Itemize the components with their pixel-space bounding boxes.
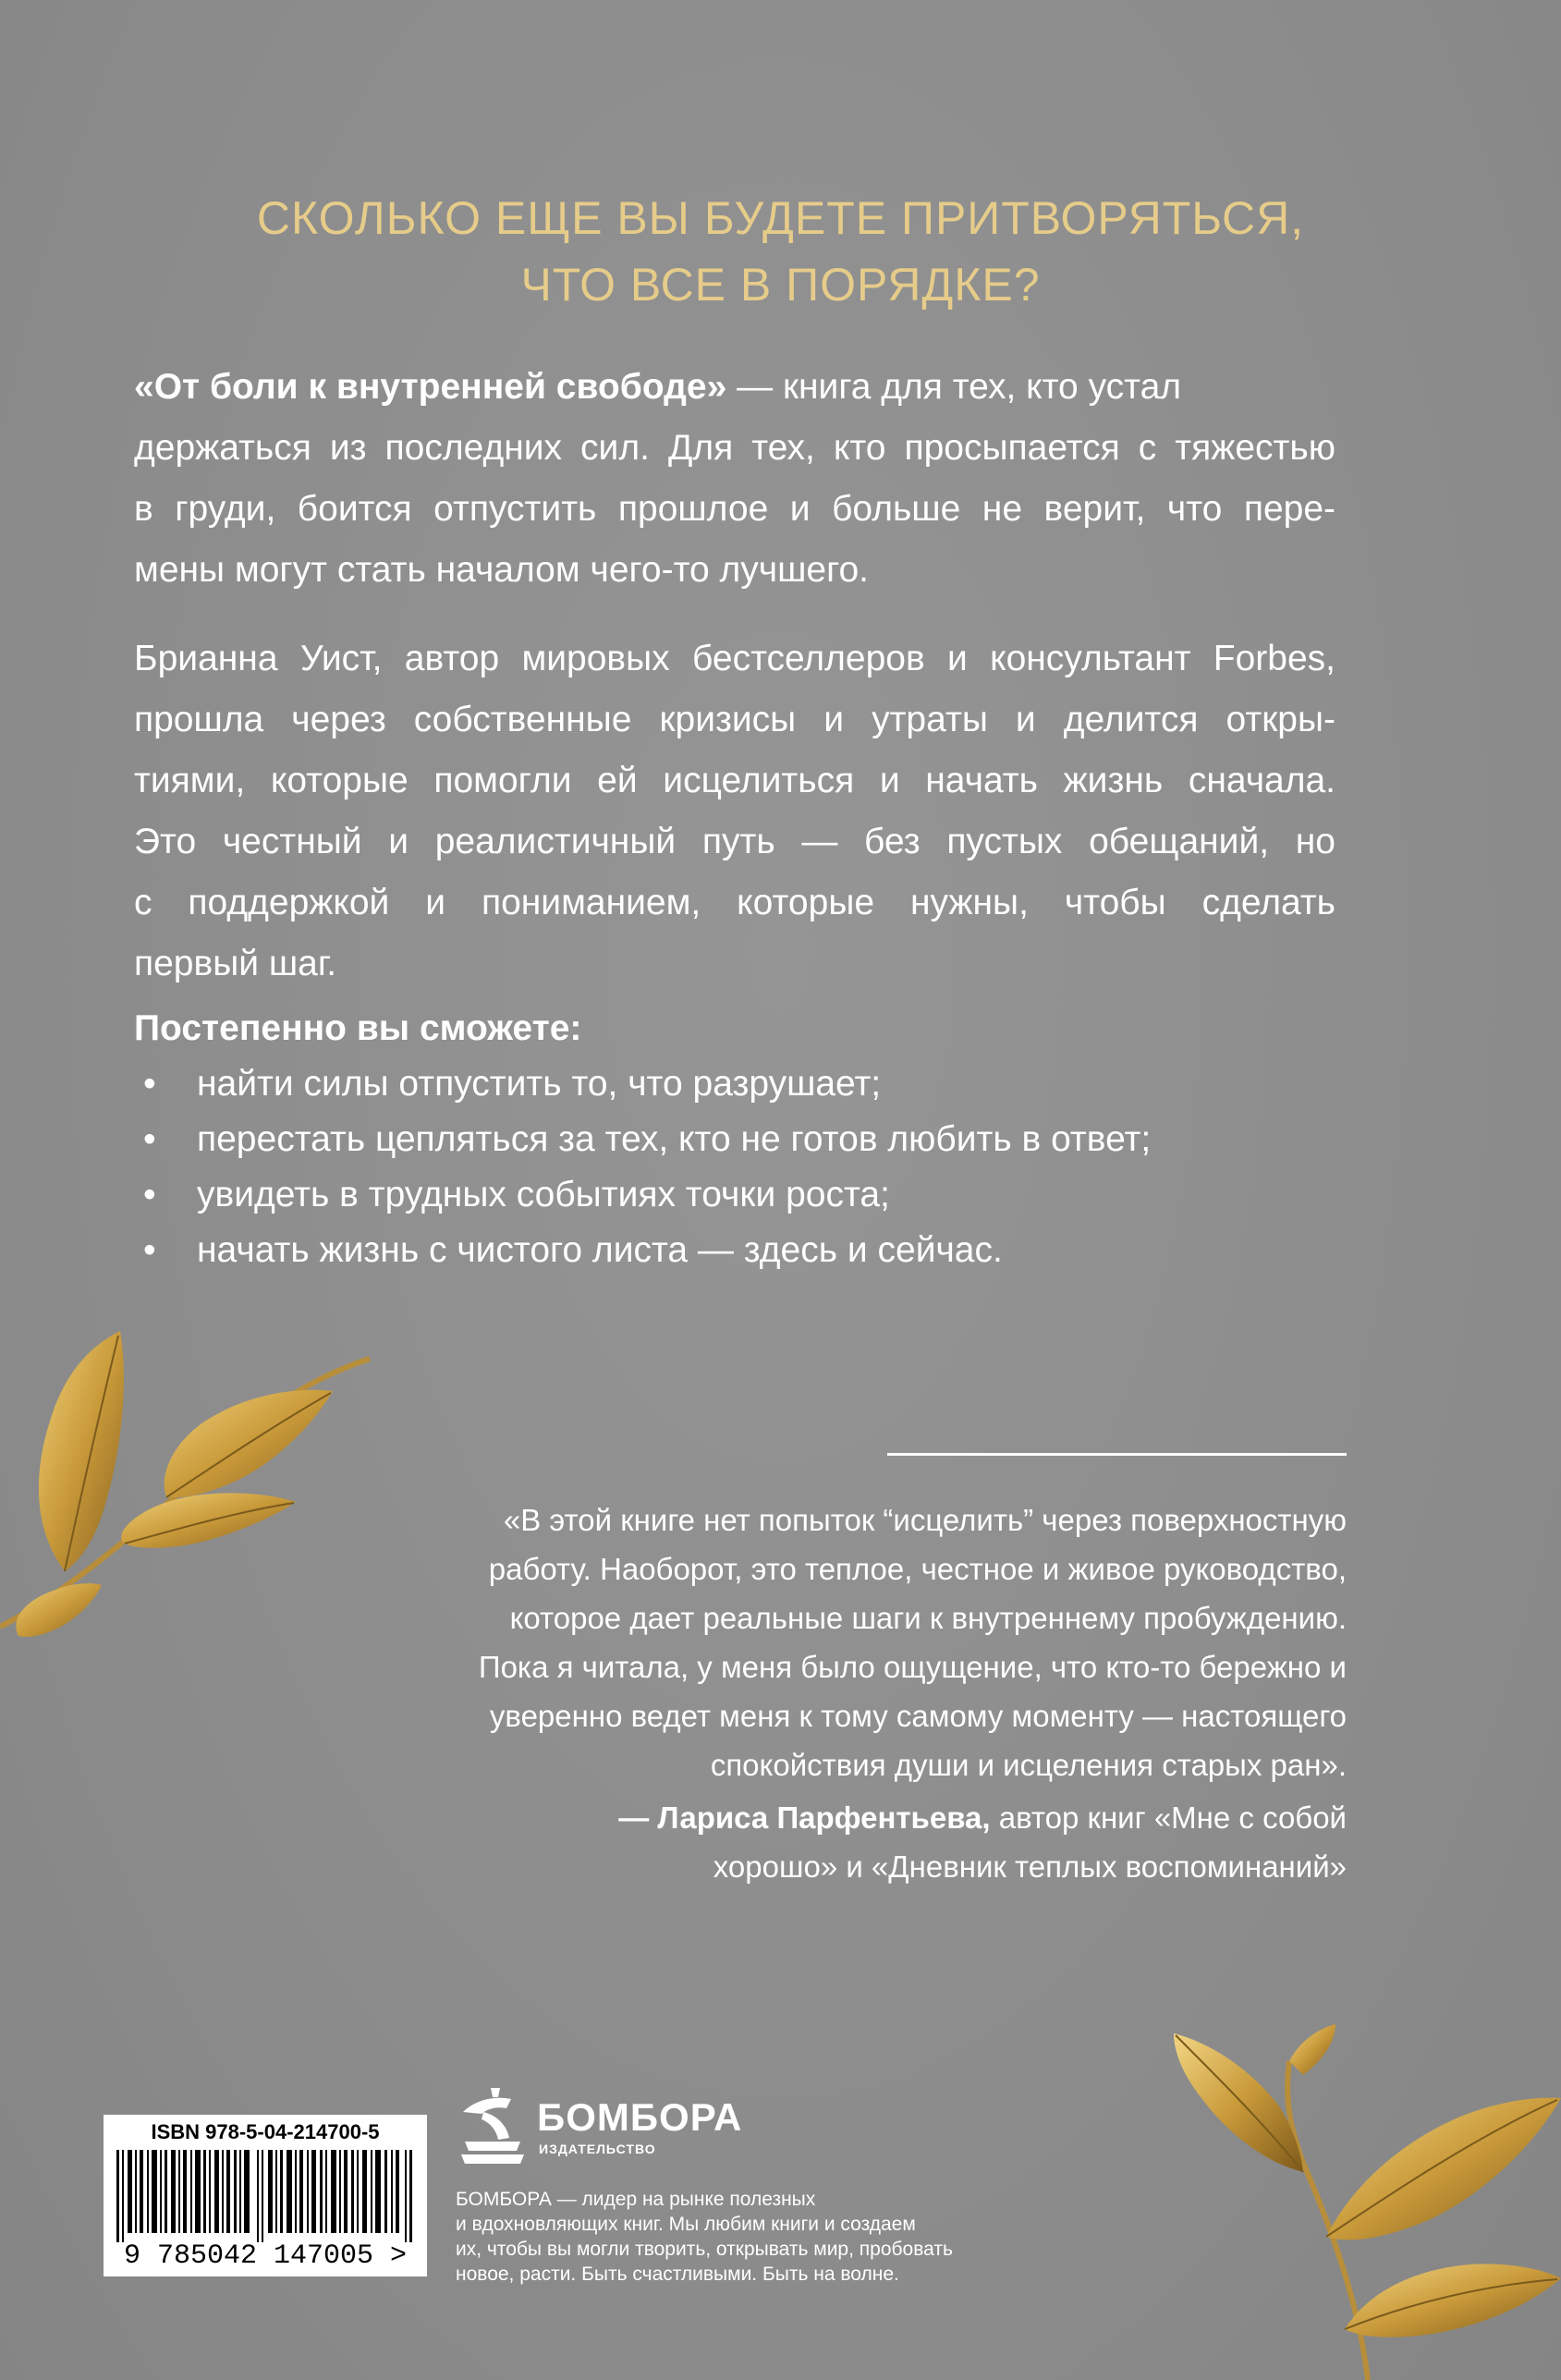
attribution-line-2: хорошо» и «Дневник теплых воспоминаний» xyxy=(713,1849,1347,1884)
author-paragraph xyxy=(134,629,1335,995)
headline-line-1: СКОЛЬКО ЕЩЕ ВЫ БУДЕТЕ ПРИТВОРЯТЬСЯ, xyxy=(256,192,1305,244)
quote-line-4: Пока я читала, у меня было ощущение, что кто-то бережно и xyxy=(478,1650,1347,1684)
intro-line-2: держаться из последних сил. Для тех, кто просыпается с тяжестью xyxy=(134,428,1335,468)
quote-line-2: работу. Наоборот, это теплое, честное и живое руководство, xyxy=(488,1552,1347,1586)
reviewer-name: — Лариса Парфентьева, xyxy=(618,1800,991,1835)
author-line-6: первый шаг. xyxy=(134,944,337,983)
bombora-logo-icon xyxy=(456,2084,530,2172)
review-quote xyxy=(388,1495,1347,1789)
publisher-logo xyxy=(456,2084,743,2177)
list-item xyxy=(143,1167,1151,1223)
list-item xyxy=(143,1056,1151,1112)
quote-attribution xyxy=(388,1793,1347,1891)
logo-wordmark: БОМБОРА xyxy=(537,2095,743,2139)
bullet-icon: • xyxy=(143,1230,156,1270)
attribution-line-1 xyxy=(388,1793,1347,1842)
list-item-text: начать жизнь с чистого листа — здесь и сейчас. xyxy=(197,1230,1003,1270)
list-item xyxy=(143,1112,1151,1167)
quote-line-1: «В этой книге нет попыток “исцелить” через поверхностную xyxy=(503,1503,1347,1537)
intro-line-3: в груди, боится отпустить прошлое и больше не верит, что пере- xyxy=(134,489,1335,529)
isbn-digits: 9 785042 147005 > xyxy=(123,2240,408,2272)
author-line-3: тиями, которые помогли ей исцелиться и начать жизнь сначала. xyxy=(134,761,1335,800)
publisher-line-2: и вдохновляющих книг. Мы любим книги и создаем xyxy=(456,2214,916,2235)
isbn-label: ISBN 978-5-04-214700-5 xyxy=(151,2120,380,2143)
logo-subtitle: ИЗДАТЕЛЬСТВО xyxy=(539,2142,656,2156)
benefits-title: Постепенно вы сможете: xyxy=(134,1008,582,1048)
divider xyxy=(887,1453,1347,1456)
intro-paragraph xyxy=(134,357,1335,601)
publisher-line-4: новое, расти. Быть счастливыми. Быть на волне. xyxy=(456,2264,899,2285)
intro-line-1-rest: — книга для тех, кто устал xyxy=(726,367,1182,407)
bullet-icon: • xyxy=(143,1064,156,1104)
list-item-text: перестать цепляться за тех, кто не готов любить в ответ; xyxy=(197,1119,1152,1159)
list-item-text: найти силы отпустить то, что разрушает; xyxy=(197,1064,882,1104)
bullet-icon: • xyxy=(143,1175,156,1214)
publisher-line-1: БОМБОРА — лидер на рынке полезных xyxy=(456,2189,816,2210)
author-line-5: с поддержкой и пониманием, которые нужны, чтобы сделать xyxy=(134,883,1335,922)
author-line-4: Это честный и реалистичный путь — без пустых обещаний, но xyxy=(134,822,1335,861)
list-item xyxy=(143,1223,1151,1278)
publisher-description xyxy=(456,2187,1029,2287)
headline-line-2: ЧТО ВСЕ В ПОРЯДКЕ? xyxy=(520,259,1041,311)
author-line-1: Брианна Уист, автор мировых бестселлеров и консультант Forbes, xyxy=(134,639,1335,678)
headline xyxy=(0,185,1561,318)
quote-line-5: уверенно ведет меня к тому самому моменту — настоящего xyxy=(489,1699,1347,1733)
list-item-text: увидеть в трудных событиях точки роста; xyxy=(197,1175,890,1214)
quote-line-3: которое дает реальные шаги к внутреннему пробуждению. xyxy=(509,1601,1347,1635)
isbn-barcode xyxy=(104,2115,427,2276)
intro-line-4: мены могут стать началом чего-то лучшего. xyxy=(134,550,869,590)
attribution-line-1-rest: автор книг «Мне с собой xyxy=(990,1800,1347,1835)
barcode-icon xyxy=(116,2150,414,2242)
publisher-line-3: их, чтобы вы могли творить, открывать мир, пробовать xyxy=(456,2239,953,2260)
gold-leaf-branch-icon xyxy=(0,1322,388,1673)
gold-leaf-branch-icon xyxy=(1091,2024,1561,2380)
benefits-list xyxy=(143,1056,1151,1278)
quote-line-6: спокойствия души и исцеления старых ран». xyxy=(710,1748,1347,1782)
book-title: «От боли к внутренней свободе» xyxy=(134,367,727,407)
bullet-icon: • xyxy=(143,1119,156,1159)
author-line-2: прошла через собственные кризисы и утраты и делится откры- xyxy=(134,700,1335,739)
intro-line-1 xyxy=(134,357,1335,418)
